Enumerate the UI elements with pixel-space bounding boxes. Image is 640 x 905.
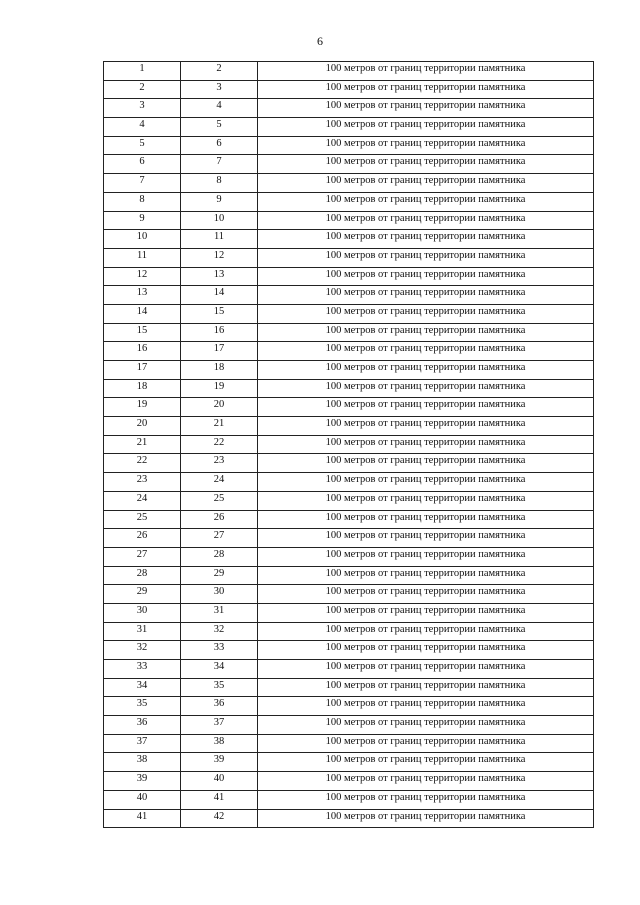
point-from-cell <box>104 174 181 193</box>
point-to-cell-text: 40 <box>213 773 225 785</box>
table-row <box>104 361 594 380</box>
point-from-cell-text: 40 <box>136 791 148 803</box>
table-row <box>104 734 594 753</box>
point-to-cell-text: 21 <box>213 418 225 430</box>
point-from-cell-text: 3 <box>139 100 145 112</box>
point-to-cell-text: 25 <box>213 492 225 504</box>
point-to-cell <box>181 286 258 305</box>
table-row <box>104 622 594 641</box>
point-from-cell <box>104 155 181 174</box>
description-cell <box>258 155 594 174</box>
point-from-cell <box>104 379 181 398</box>
point-to-cell <box>181 155 258 174</box>
table-row <box>104 790 594 809</box>
point-from-cell <box>104 772 181 791</box>
description-cell <box>258 454 594 473</box>
table-row <box>104 192 594 211</box>
description-cell-text: 100 метров от границ территории памятника <box>325 119 526 131</box>
point-to-cell <box>181 248 258 267</box>
point-to-cell-text: 13 <box>213 268 225 280</box>
description-cell <box>258 491 594 510</box>
point-from-cell <box>104 566 181 585</box>
point-to-cell <box>181 435 258 454</box>
description-cell <box>258 641 594 660</box>
point-from-cell <box>104 678 181 697</box>
point-from-cell <box>104 809 181 828</box>
point-from-cell-text: 23 <box>136 474 148 486</box>
point-from-cell-text: 8 <box>139 193 145 205</box>
point-to-cell-text: 5 <box>216 119 222 131</box>
description-cell <box>258 435 594 454</box>
point-to-cell-text: 10 <box>213 212 225 224</box>
point-to-cell <box>181 230 258 249</box>
description-cell <box>258 62 594 81</box>
point-from-cell-text: 17 <box>136 362 148 373</box>
description-cell-text: 100 метров от границ территории памятника <box>325 754 526 766</box>
description-cell <box>258 547 594 566</box>
point-from-cell <box>104 435 181 454</box>
point-from-cell-text: 14 <box>136 305 148 317</box>
point-from-cell-text: 12 <box>136 268 148 280</box>
point-to-cell-text: 27 <box>213 530 225 542</box>
description-cell-text: 100 метров от границ территории памятника <box>325 231 526 243</box>
point-from-cell-text: 20 <box>136 418 148 430</box>
description-cell-text: 100 метров от границ территории памятника <box>325 530 526 542</box>
description-cell <box>258 510 594 529</box>
point-to-cell <box>181 62 258 81</box>
description-cell <box>258 80 594 99</box>
point-to-cell <box>181 491 258 510</box>
description-cell-text: 100 метров от границ территории памятника <box>325 455 526 467</box>
point-to-cell-text: 15 <box>213 305 225 317</box>
point-to-cell <box>181 809 258 828</box>
point-from-cell-text: 28 <box>136 567 148 579</box>
table-row <box>104 678 594 697</box>
point-from-cell <box>104 585 181 604</box>
table-row <box>104 510 594 529</box>
point-from-cell <box>104 267 181 286</box>
description-cell-text: 100 метров от границ территории памятника <box>325 305 526 317</box>
table-row <box>104 809 594 828</box>
boundary-segments-table <box>103 61 594 828</box>
point-from-cell-text: 7 <box>139 175 145 187</box>
table-row <box>104 118 594 137</box>
point-from-cell-text: 38 <box>136 754 148 766</box>
point-to-cell-text: 18 <box>213 362 225 373</box>
point-from-cell <box>104 641 181 660</box>
point-from-cell-text: 35 <box>136 698 148 710</box>
point-to-cell-text: 11 <box>213 231 225 243</box>
point-from-cell-text: 6 <box>139 156 145 168</box>
table-row <box>104 136 594 155</box>
description-cell <box>258 809 594 828</box>
point-from-cell <box>104 454 181 473</box>
point-from-cell <box>104 398 181 417</box>
point-to-cell <box>181 454 258 473</box>
point-to-cell-text: 14 <box>213 287 225 299</box>
point-from-cell-text: 37 <box>136 735 148 747</box>
point-from-cell <box>104 753 181 772</box>
description-cell-text: 100 метров от границ территории памятника <box>325 63 526 74</box>
table-row <box>104 304 594 323</box>
table-row <box>104 398 594 417</box>
table-row <box>104 62 594 81</box>
point-to-cell <box>181 99 258 118</box>
point-to-cell <box>181 192 258 211</box>
point-from-cell <box>104 622 181 641</box>
description-cell-text: 100 метров от границ территории памятника <box>325 362 526 373</box>
point-from-cell-text: 30 <box>136 604 148 616</box>
point-from-cell-text: 1 <box>139 63 145 74</box>
point-to-cell <box>181 772 258 791</box>
description-cell <box>258 286 594 305</box>
point-to-cell <box>181 547 258 566</box>
description-cell-text: 100 метров от границ территории памятника <box>325 604 526 616</box>
description-cell-text: 100 метров от границ территории памятника <box>325 474 526 486</box>
point-to-cell <box>181 716 258 735</box>
point-to-cell-text: 8 <box>216 175 222 187</box>
description-cell <box>258 230 594 249</box>
point-to-cell <box>181 753 258 772</box>
point-to-cell-text: 30 <box>213 586 225 598</box>
table-row <box>104 566 594 585</box>
description-cell <box>258 529 594 548</box>
description-cell-text: 100 метров от границ территории памятника <box>325 380 526 392</box>
point-to-cell-text: 37 <box>213 717 225 729</box>
description-cell-text: 100 метров от границ территории памятника <box>325 791 526 803</box>
description-cell-text: 100 метров от границ территории памятника <box>325 623 526 635</box>
point-from-cell-text: 36 <box>136 717 148 729</box>
table-row <box>104 697 594 716</box>
point-from-cell-text: 10 <box>136 231 148 243</box>
table-row <box>104 99 594 118</box>
point-to-cell-text: 4 <box>216 100 222 112</box>
point-to-cell-text: 38 <box>213 735 225 747</box>
point-to-cell-text: 31 <box>213 604 225 616</box>
point-to-cell <box>181 678 258 697</box>
description-cell <box>258 566 594 585</box>
point-from-cell <box>104 697 181 716</box>
description-cell-text: 100 метров от границ территории памятника <box>325 399 526 411</box>
point-from-cell <box>104 230 181 249</box>
point-to-cell-text: 42 <box>213 810 225 822</box>
point-from-cell <box>104 716 181 735</box>
description-cell-text: 100 метров от границ территории памятника <box>325 548 526 560</box>
point-to-cell-text: 24 <box>213 474 225 486</box>
point-from-cell-text: 32 <box>136 642 148 654</box>
point-from-cell-text: 16 <box>136 343 148 355</box>
table-row <box>104 155 594 174</box>
point-to-cell <box>181 136 258 155</box>
description-cell <box>258 323 594 342</box>
point-from-cell-text: 19 <box>136 399 148 411</box>
point-from-cell <box>104 473 181 492</box>
description-cell <box>258 118 594 137</box>
description-cell-text: 100 метров от границ территории памятника <box>325 698 526 710</box>
point-from-cell-text: 15 <box>136 324 148 336</box>
point-from-cell-text: 22 <box>136 455 148 467</box>
point-to-cell <box>181 379 258 398</box>
description-cell <box>258 716 594 735</box>
point-from-cell <box>104 529 181 548</box>
description-cell <box>258 790 594 809</box>
point-to-cell-text: 6 <box>216 137 222 149</box>
description-cell-text: 100 метров от границ территории памятника <box>325 773 526 785</box>
description-cell-text: 100 метров от границ территории памятника <box>325 268 526 280</box>
table-row <box>104 547 594 566</box>
table-row <box>104 753 594 772</box>
point-from-cell <box>104 491 181 510</box>
point-to-cell <box>181 510 258 529</box>
description-cell-text: 100 метров от границ территории памятника <box>325 436 526 448</box>
table-row <box>104 641 594 660</box>
table-row <box>104 248 594 267</box>
description-cell <box>258 753 594 772</box>
point-to-cell <box>181 417 258 436</box>
point-to-cell-text: 2 <box>216 63 222 74</box>
point-to-cell <box>181 342 258 361</box>
description-cell <box>258 211 594 230</box>
description-cell-text: 100 метров от границ территории памятника <box>325 418 526 430</box>
point-from-cell-text: 34 <box>136 679 148 691</box>
point-to-cell <box>181 267 258 286</box>
point-to-cell <box>181 174 258 193</box>
table-row <box>104 603 594 622</box>
table-row <box>104 772 594 791</box>
point-from-cell <box>104 417 181 436</box>
point-from-cell-text: 41 <box>136 810 148 822</box>
point-to-cell-text: 39 <box>213 754 225 766</box>
point-from-cell <box>104 660 181 679</box>
description-cell <box>258 174 594 193</box>
point-from-cell-text: 21 <box>136 436 148 448</box>
page-number: 6 <box>317 34 323 48</box>
description-cell-text: 100 метров от границ территории памятника <box>325 679 526 691</box>
point-to-cell <box>181 603 258 622</box>
point-from-cell-text: 13 <box>136 287 148 299</box>
point-to-cell-text: 7 <box>216 156 222 168</box>
description-cell-text: 100 метров от границ территории памятника <box>325 137 526 149</box>
description-cell-text: 100 метров от границ территории памятника <box>325 81 526 93</box>
description-cell-text: 100 метров от границ территории памятника <box>325 193 526 205</box>
point-to-cell-text: 35 <box>213 679 225 691</box>
point-to-cell-text: 26 <box>213 511 225 523</box>
description-cell-text: 100 метров от границ территории памятника <box>325 586 526 598</box>
description-cell <box>258 136 594 155</box>
description-cell-text: 100 метров от границ территории памятника <box>325 735 526 747</box>
table-row <box>104 80 594 99</box>
point-to-cell-text: 33 <box>213 642 225 654</box>
table-row <box>104 454 594 473</box>
table-row <box>104 473 594 492</box>
point-from-cell-text: 29 <box>136 586 148 598</box>
description-cell-text: 100 метров от границ территории памятника <box>325 156 526 168</box>
description-cell <box>258 473 594 492</box>
point-from-cell-text: 5 <box>139 137 145 149</box>
table-row <box>104 585 594 604</box>
description-cell-text: 100 метров от границ территории памятника <box>325 492 526 504</box>
point-from-cell-text: 18 <box>136 380 148 392</box>
point-to-cell-text: 28 <box>213 548 225 560</box>
table-row <box>104 211 594 230</box>
point-from-cell <box>104 99 181 118</box>
point-to-cell <box>181 585 258 604</box>
table-row <box>104 529 594 548</box>
description-cell <box>258 660 594 679</box>
table-row <box>104 491 594 510</box>
point-to-cell-text: 19 <box>213 380 225 392</box>
description-cell <box>258 678 594 697</box>
point-to-cell <box>181 697 258 716</box>
table-row <box>104 417 594 436</box>
description-cell-text: 100 метров от границ территории памятника <box>325 661 526 672</box>
point-from-cell-text: 27 <box>136 548 148 560</box>
point-to-cell-text: 3 <box>216 81 222 93</box>
description-cell-text: 100 метров от границ территории памятника <box>325 642 526 654</box>
description-cell <box>258 398 594 417</box>
description-cell-text: 100 метров от границ территории памятника <box>325 249 526 261</box>
point-to-cell <box>181 398 258 417</box>
description-cell-text: 100 метров от границ территории памятника <box>325 287 526 299</box>
point-from-cell-text: 24 <box>136 492 148 504</box>
table-row <box>104 660 594 679</box>
point-to-cell-text: 32 <box>213 623 225 635</box>
table-row <box>104 230 594 249</box>
point-from-cell <box>104 361 181 380</box>
point-from-cell-text: 2 <box>139 81 145 93</box>
description-cell <box>258 734 594 753</box>
description-cell-text: 100 метров от границ территории памятника <box>325 324 526 336</box>
point-from-cell-text: 9 <box>139 212 145 224</box>
table-row <box>104 435 594 454</box>
point-from-cell-text: 11 <box>136 249 148 261</box>
point-from-cell <box>104 118 181 137</box>
point-to-cell <box>181 211 258 230</box>
point-to-cell-text: 36 <box>213 698 225 710</box>
description-cell-text: 100 метров от границ территории памятника <box>325 175 526 187</box>
description-cell <box>258 192 594 211</box>
point-to-cell-text: 41 <box>213 791 225 803</box>
description-cell <box>258 585 594 604</box>
point-to-cell <box>181 323 258 342</box>
point-from-cell-text: 4 <box>139 119 145 131</box>
point-to-cell <box>181 529 258 548</box>
point-from-cell-text: 39 <box>136 773 148 785</box>
table-row <box>104 342 594 361</box>
description-cell <box>258 417 594 436</box>
point-to-cell-text: 20 <box>213 399 225 411</box>
description-cell <box>258 361 594 380</box>
point-to-cell-text: 29 <box>213 567 225 579</box>
point-to-cell <box>181 118 258 137</box>
point-to-cell-text: 22 <box>213 436 225 448</box>
point-from-cell <box>104 510 181 529</box>
point-to-cell <box>181 304 258 323</box>
description-cell-text: 100 метров от границ территории памятника <box>325 810 526 822</box>
point-to-cell <box>181 734 258 753</box>
description-cell <box>258 304 594 323</box>
point-to-cell <box>181 361 258 380</box>
point-to-cell-text: 9 <box>216 193 222 205</box>
point-from-cell <box>104 248 181 267</box>
description-cell-text: 100 метров от границ территории памятника <box>325 100 526 112</box>
point-to-cell-text: 17 <box>213 343 225 355</box>
description-cell <box>258 697 594 716</box>
description-cell-text: 100 метров от границ территории памятника <box>325 212 526 224</box>
point-from-cell <box>104 136 181 155</box>
description-cell-text: 100 метров от границ территории памятника <box>325 717 526 729</box>
point-from-cell <box>104 192 181 211</box>
point-from-cell <box>104 304 181 323</box>
point-from-cell <box>104 211 181 230</box>
description-cell <box>258 342 594 361</box>
description-cell-text: 100 метров от границ территории памятника <box>325 343 526 355</box>
point-from-cell-text: 33 <box>136 661 148 672</box>
table-row <box>104 286 594 305</box>
point-from-cell <box>104 342 181 361</box>
point-to-cell <box>181 622 258 641</box>
point-to-cell-text: 12 <box>213 249 225 261</box>
point-from-cell-text: 25 <box>136 511 148 523</box>
point-from-cell <box>104 603 181 622</box>
table-row <box>104 174 594 193</box>
point-from-cell <box>104 286 181 305</box>
point-to-cell <box>181 80 258 99</box>
point-from-cell <box>104 80 181 99</box>
point-from-cell <box>104 323 181 342</box>
description-cell <box>258 267 594 286</box>
point-to-cell <box>181 566 258 585</box>
point-from-cell <box>104 790 181 809</box>
table-row <box>104 323 594 342</box>
point-from-cell <box>104 547 181 566</box>
table-body <box>104 62 594 828</box>
point-to-cell <box>181 660 258 679</box>
point-to-cell-text: 16 <box>213 324 225 336</box>
point-from-cell <box>104 62 181 81</box>
description-cell <box>258 379 594 398</box>
description-cell <box>258 248 594 267</box>
description-cell <box>258 603 594 622</box>
point-to-cell-text: 34 <box>213 661 225 672</box>
description-cell <box>258 772 594 791</box>
point-to-cell-text: 23 <box>213 455 225 467</box>
description-cell-text: 100 метров от границ территории памятника <box>325 567 526 579</box>
table-row <box>104 716 594 735</box>
description-cell-text: 100 метров от границ территории памятника <box>325 511 526 523</box>
description-cell <box>258 99 594 118</box>
point-to-cell <box>181 790 258 809</box>
description-cell <box>258 622 594 641</box>
point-to-cell <box>181 641 258 660</box>
table-row <box>104 379 594 398</box>
point-from-cell-text: 26 <box>136 530 148 542</box>
point-from-cell <box>104 734 181 753</box>
point-to-cell <box>181 473 258 492</box>
point-from-cell-text: 31 <box>136 623 148 635</box>
table-row <box>104 267 594 286</box>
